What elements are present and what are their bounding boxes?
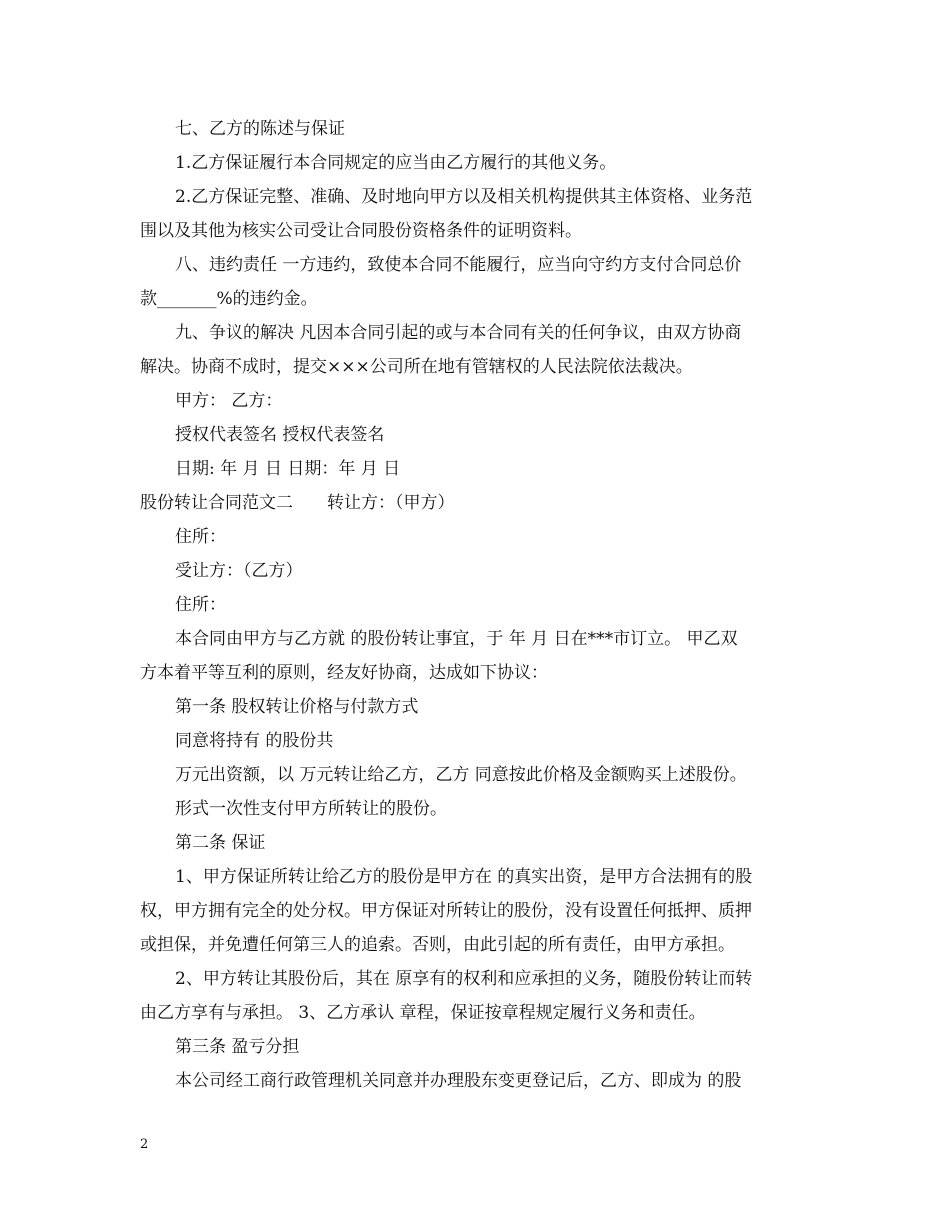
paragraph-line: 款_______%的违约金。: [140, 289, 318, 309]
date-line: 日期: 年 月 日 日期：年 月 日: [175, 459, 401, 479]
section-heading: 八、违约责任 一方违约，致使本合同不能履行，应当向守约方支付合同总价: [175, 255, 742, 275]
paragraph-line: 1.乙方保证履行本合同规定的应当由乙方履行的其他义务。: [175, 153, 617, 173]
document-title-line: 股份转让合同范文二 转让方：（甲方）: [140, 493, 455, 513]
paragraph-line: 形式一次性支付甲方所转让的股份。: [175, 799, 447, 819]
paragraph-line: 同意将持有 的股份共: [175, 731, 334, 751]
paragraph-line: 万元出资额，以 万元转让给乙方，乙方 同意按此价格及金额购买上述股份。: [175, 765, 747, 785]
section-heading: 七、乙方的陈述与保证: [175, 119, 345, 139]
address-line: 住所：: [175, 595, 226, 615]
paragraph-line: 本公司经工商行政管理机关同意并办理股东变更登记后，乙方、即成为 的股: [175, 1071, 742, 1091]
paragraph-line: 解决。协商不成时，提交×××公司所在地有管辖权的人民法院依法裁决。: [140, 357, 693, 377]
paragraph-line: 方本着平等互利的原则，经友好协商，达成如下协议：: [140, 663, 548, 683]
address-line: 住所：: [175, 527, 226, 547]
paragraph-line: 或担保，并免遭任何第三人的追索。否则，由此引起的所有责任，由甲方承担。: [140, 935, 735, 955]
article-heading: 第二条 保证: [175, 833, 266, 853]
document-body: [140, 112, 812, 1098]
paragraph-line: 2.乙方保证完整、准确、及时地向甲方以及相关机构提供其主体资格、业务范: [175, 187, 753, 207]
signature-line: 甲方： 乙方：: [175, 391, 283, 411]
paragraph-line: 由乙方享有与承担。 3、乙方承认 章程，保证按章程规定履行义务和责任。: [140, 1003, 706, 1023]
paragraph-line: 1、甲方保证所转让给乙方的股份是甲方在 的真实出资，是甲方合法拥有的股: [175, 867, 753, 887]
party-line: 受让方：（乙方）: [175, 561, 303, 581]
signature-line: 授权代表签名 授权代表签名: [175, 425, 385, 445]
paragraph-line: 权，甲方拥有完全的处分权。甲方保证对所转让的股份，没有设置任何抵押、质押: [140, 901, 752, 921]
article-heading: 第三条 盈亏分担: [175, 1037, 300, 1057]
paragraph-line: 围以及其他为核实公司受让合同股份资格条件的证明资料。: [140, 221, 582, 241]
article-heading: 第一条 股权转让价格与付款方式: [175, 697, 419, 717]
paragraph-line: 本合同由甲方与乙方就 的股份转让事宜，于 年 月 日在***市订立。 甲乙双: [175, 629, 738, 649]
section-heading: 九、争议的解决 凡因本合同引起的或与本合同有关的任何争议，由双方协商: [175, 323, 742, 343]
page-number: 2: [140, 1137, 149, 1152]
paragraph-line: 2、甲方转让其股份后，其在 原享有的权利和应承担的义务，随股份转让而转: [175, 969, 753, 989]
